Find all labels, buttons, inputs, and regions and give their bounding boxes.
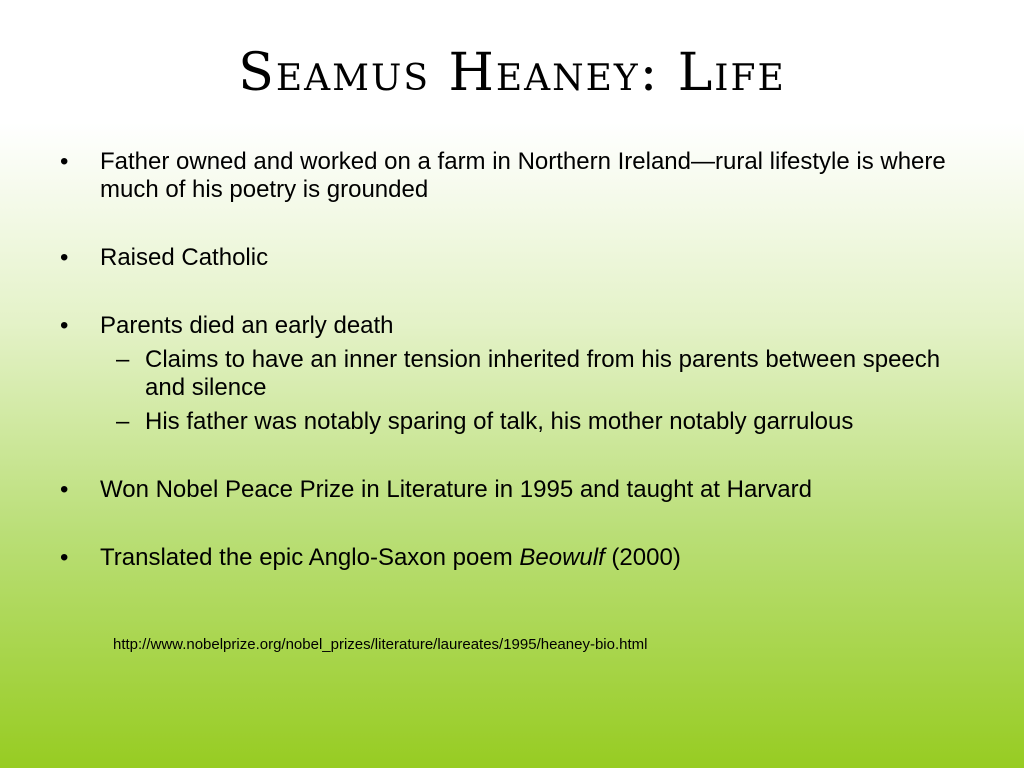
bullet-text: Parents died an early death <box>100 312 394 339</box>
bullet-marker: • <box>60 544 69 571</box>
bullet-item <box>58 148 958 204</box>
sub-bullet-item <box>58 408 958 436</box>
bullet-text: Won Nobel Peace Prize in Literature in 1995 and taught at Harvard <box>100 476 812 503</box>
bullet-text-after: (2000) <box>604 544 681 571</box>
bullet-text: Raised Catholic <box>100 244 269 271</box>
sub-bullet-text: Claims to have an inner tension inherited from his parents between speech and silence <box>145 346 941 401</box>
sub-bullet-marker: – <box>116 408 130 435</box>
bullet-item <box>58 244 958 272</box>
bullet-text-before: Translated the epic Anglo-Saxon poem <box>100 544 520 571</box>
source-citation-url: http://www.nobelprize.org/nobel_prizes/literature/laureates/1995/heaney-bio.html <box>113 636 648 653</box>
sub-bullet-marker: – <box>116 346 130 373</box>
bullet-marker: • <box>60 476 69 503</box>
bullet-item <box>58 544 958 572</box>
bullet-text: Father owned and worked on a farm in Northern Ireland—rural lifestyle is where much of his poetry is grounded <box>100 148 946 203</box>
sub-bullet-text: His father was notably sparing of talk, his mother notably garrulous <box>145 408 854 435</box>
bullet-list <box>58 148 958 612</box>
sub-bullet-item <box>58 346 958 402</box>
sub-bullet-list <box>100 346 958 436</box>
bullet-marker: • <box>60 244 69 271</box>
bullet-item <box>58 312 958 436</box>
bullet-marker: • <box>60 312 69 339</box>
bullet-item <box>58 476 958 504</box>
beowulf-title: Beowulf <box>519 544 605 571</box>
bullet-marker: • <box>60 148 69 175</box>
slide-title: Seamus Heaney: Life <box>238 43 786 103</box>
